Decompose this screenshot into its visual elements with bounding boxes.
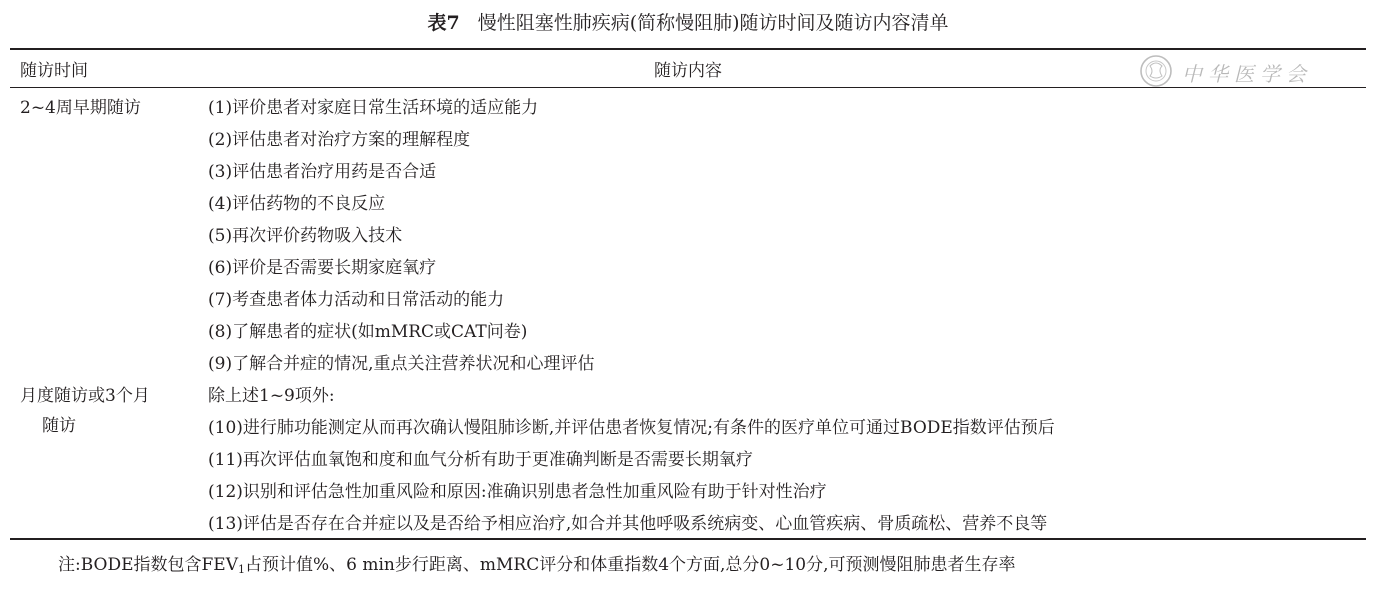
header-time: 随访时间	[20, 61, 88, 81]
list-item: (9)了解合并症的情况,重点关注营养状况和心理评估	[208, 354, 595, 374]
watermark-text: 中华医学会	[1182, 62, 1312, 86]
bottom-rule	[10, 538, 1366, 540]
list-item: (7)考查患者体力活动和日常活动的能力	[208, 290, 505, 310]
list-item: (2)评估患者对治疗方案的理解程度	[208, 130, 471, 150]
row-2-time	[20, 381, 150, 441]
table-number: 表7	[427, 12, 460, 34]
list-item: (6)评价是否需要长期家庭氧疗	[208, 258, 437, 278]
table-note	[58, 552, 1016, 583]
row-2-time-line2: 随访	[42, 416, 76, 436]
header-content: 随访内容	[654, 61, 722, 81]
header-rule	[10, 87, 1366, 88]
row-1-time: 2~4周早期随访	[20, 98, 141, 118]
row-2-items	[208, 380, 1055, 540]
row-2-time-line1: 月度随访或3个月	[20, 386, 150, 406]
list-item: (8)了解患者的症状(如mMRC或CAT问卷)	[208, 322, 528, 342]
seal-icon	[1138, 54, 1178, 88]
watermark-seal	[1138, 54, 1338, 88]
list-item: (3)评估患者治疗用药是否合适	[208, 162, 437, 182]
list-item: 除上述1~9项外:	[208, 386, 335, 406]
list-item: (5)再次评价药物吸入技术	[208, 226, 403, 246]
list-item: (12)识别和评估急性加重风险和原因:准确识别患者急性加重风险有助于针对性治疗	[208, 482, 827, 502]
list-item: (10)进行肺功能测定从而再次确认慢阻肺诊断,并评估患者恢复情况;有条件的医疗单位可通过BODE指数评估预后	[208, 418, 1055, 438]
note-subscript: 1	[238, 563, 245, 576]
top-rule	[10, 48, 1366, 50]
table-caption	[0, 10, 1376, 36]
list-item: (4)评估药物的不良反应	[208, 194, 386, 214]
table-title: 慢性阻塞性肺疾病(简称慢阻肺)随访时间及随访内容清单	[477, 12, 949, 34]
list-item: (1)评价患者对家庭日常生活环境的适应能力	[208, 98, 539, 118]
list-item: (13)评估是否存在合并症以及是否给予相应治疗,如合并其他呼吸系统病变、心血管疾病、骨质疏松、营养不良等	[208, 514, 1048, 534]
row-1-items	[208, 92, 594, 380]
note-suffix: 占预计值%、6 min步行距离、mMRC评分和体重指数4个方面,总分0~10分,可预测慢阻肺患者生存率	[245, 555, 1016, 575]
list-item: (11)再次评估血氧饱和度和血气分析有助于更准确判断是否需要长期氧疗	[208, 450, 753, 470]
note-prefix: 注:BODE指数包含FEV	[58, 555, 238, 575]
